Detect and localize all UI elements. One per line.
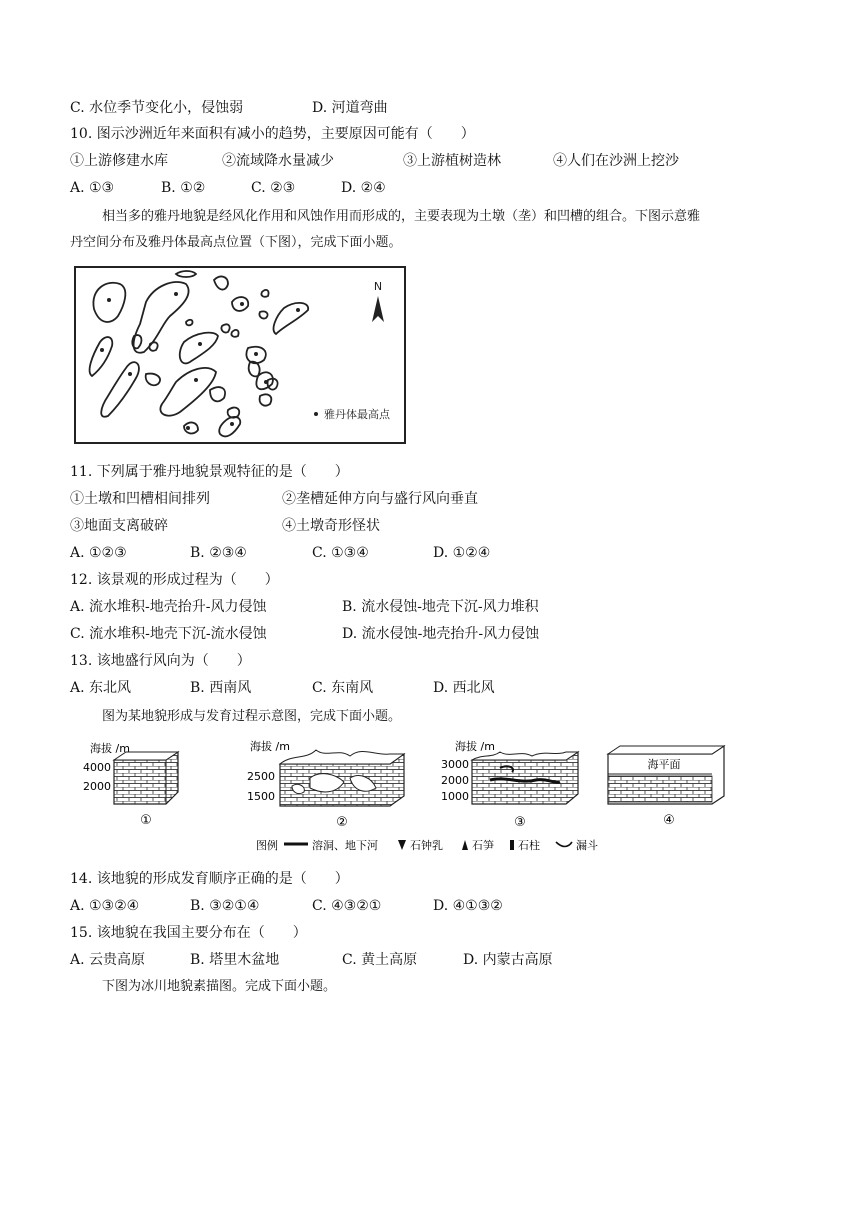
q10-item-3: ③上游植树造林 — [403, 153, 501, 169]
yardang-map — [72, 264, 408, 446]
q11-option-c: C. ①③④ — [312, 545, 369, 561]
svg-text:海平面: 海平面 — [647, 758, 681, 771]
q11-option-a: A. ①②③ — [70, 545, 127, 561]
q11-item-3: ③地面支离破碎 — [70, 518, 168, 534]
q11-stem: 11. 下列属于雅丹地貌景观特征的是（ ） — [70, 464, 349, 480]
karst-intro: 图为某地貌形成与发育过程示意图，完成下面小题。 — [102, 709, 402, 724]
karst-legend — [256, 838, 598, 852]
q10-item-4: ④人们在沙洲上挖沙 — [553, 153, 679, 169]
q14-option-d: D. ④①③② — [433, 898, 503, 914]
q12-option-d: D. 流水侵蚀-地壳抬升-风力侵蚀 — [342, 626, 540, 642]
svg-text:2000: 2000 — [441, 774, 469, 787]
q14-stem: 14. 该地貌的形成发育顺序正确的是（ ） — [70, 871, 349, 887]
q11-option-b: B. ②③④ — [190, 545, 247, 561]
q15-option-d: D. 内蒙古高原 — [463, 952, 553, 968]
q15-stem: 15. 该地貌在我国主要分布在（ ） — [70, 925, 307, 941]
svg-text:1500: 1500 — [247, 790, 275, 803]
q12-stem: 12. 该景观的形成过程为（ ） — [70, 572, 279, 588]
q15-option-c: C. 黄土高原 — [342, 952, 418, 968]
q9-option-d: D. 河道弯曲 — [312, 100, 388, 116]
svg-text:2500: 2500 — [247, 770, 275, 783]
svg-text:4000: 4000 — [83, 761, 111, 774]
svg-text:溶洞、地下河: 溶洞、地下河 — [312, 839, 378, 852]
q14-option-b: B. ③②①④ — [190, 898, 260, 914]
q11-item-2: ②垄槽延伸方向与盛行风向垂直 — [282, 491, 478, 507]
q13-option-d: D. 西北风 — [433, 680, 495, 696]
svg-text:2000: 2000 — [83, 780, 111, 793]
q10-item-1: ①上游修建水库 — [70, 153, 168, 169]
q11-item-1: ①土墩和凹槽相间排列 — [70, 491, 210, 507]
yardang-intro-line2: 丹空间分布及雅丹体最高点位置（下图），完成下面小题。 — [70, 235, 402, 250]
q10-option-d: D. ②④ — [341, 180, 386, 196]
legend-dot — [314, 412, 318, 416]
svg-text:N: N — [373, 280, 383, 293]
svg-text:石柱: 石柱 — [518, 839, 540, 852]
legend-label: 雅丹体最高点 — [324, 408, 390, 421]
q10-item-2: ②流域降水量减少 — [222, 153, 334, 169]
q13-option-b: B. 西南风 — [190, 680, 252, 696]
svg-text:海拔 /m: 海拔 /m — [455, 740, 495, 753]
q13-stem: 13. 该地盛行风向为（ ） — [70, 653, 251, 669]
q14-option-c: C. ④③②① — [312, 898, 382, 914]
karst-panel-3 — [441, 739, 578, 830]
svg-text:海拔 /m: 海拔 /m — [250, 740, 290, 753]
svg-text:图例: 图例 — [256, 839, 278, 852]
svg-text:②: ② — [336, 815, 348, 830]
glacier-intro: 下图为冰川地貌素描图。完成下面小题。 — [102, 979, 337, 994]
svg-text:①: ① — [140, 813, 152, 828]
svg-text:石笋: 石笋 — [472, 839, 494, 852]
karst-panel-4 — [608, 746, 724, 828]
svg-text:3000: 3000 — [441, 758, 469, 771]
karst-panel-1 — [83, 741, 178, 828]
svg-text:④: ④ — [663, 813, 675, 828]
svg-text:③: ③ — [514, 815, 526, 830]
q12-option-c: C. 流水堆积-地壳下沉-流水侵蚀 — [70, 626, 267, 642]
karst-diagram — [60, 738, 740, 856]
yardang-intro-line1: 相当多的雅丹地貌是经风化作用和风蚀作用而形成的，主要表现为土墩（垄）和凹槽的组合。下图示意雅 — [102, 209, 701, 224]
q14-option-a: A. ①③②④ — [70, 898, 140, 914]
q10-option-c: C. ②③ — [251, 180, 296, 196]
q10-stem: 10. 图示沙洲近年来面积有减小的趋势，主要原因可能有（ ） — [70, 126, 475, 142]
q12-option-b: B. 流水侵蚀-地壳下沉-风力堆积 — [342, 599, 539, 615]
q12-option-a: A. 流水堆积-地壳抬升-风力侵蚀 — [70, 599, 267, 615]
q10-option-b: B. ①② — [161, 180, 206, 196]
q13-option-a: A. 东北风 — [70, 680, 132, 696]
svg-text:漏斗: 漏斗 — [576, 839, 598, 852]
q9-option-c: C. 水位季节变化小，侵蚀弱 — [70, 100, 244, 116]
q15-option-b: B. 塔里木盆地 — [190, 952, 280, 968]
q13-option-c: C. 东南风 — [312, 680, 374, 696]
q10-option-a: A. ①③ — [70, 180, 115, 196]
svg-text:海拔 /m: 海拔 /m — [90, 742, 130, 755]
karst-panel-2 — [247, 739, 404, 830]
q11-item-4: ④土墩奇形怪状 — [282, 518, 380, 534]
svg-text:石钟乳: 石钟乳 — [410, 839, 443, 852]
q15-option-a: A. 云贵高原 — [70, 952, 146, 968]
q11-option-d: D. ①②④ — [433, 545, 491, 561]
svg-text:1000: 1000 — [441, 790, 469, 803]
